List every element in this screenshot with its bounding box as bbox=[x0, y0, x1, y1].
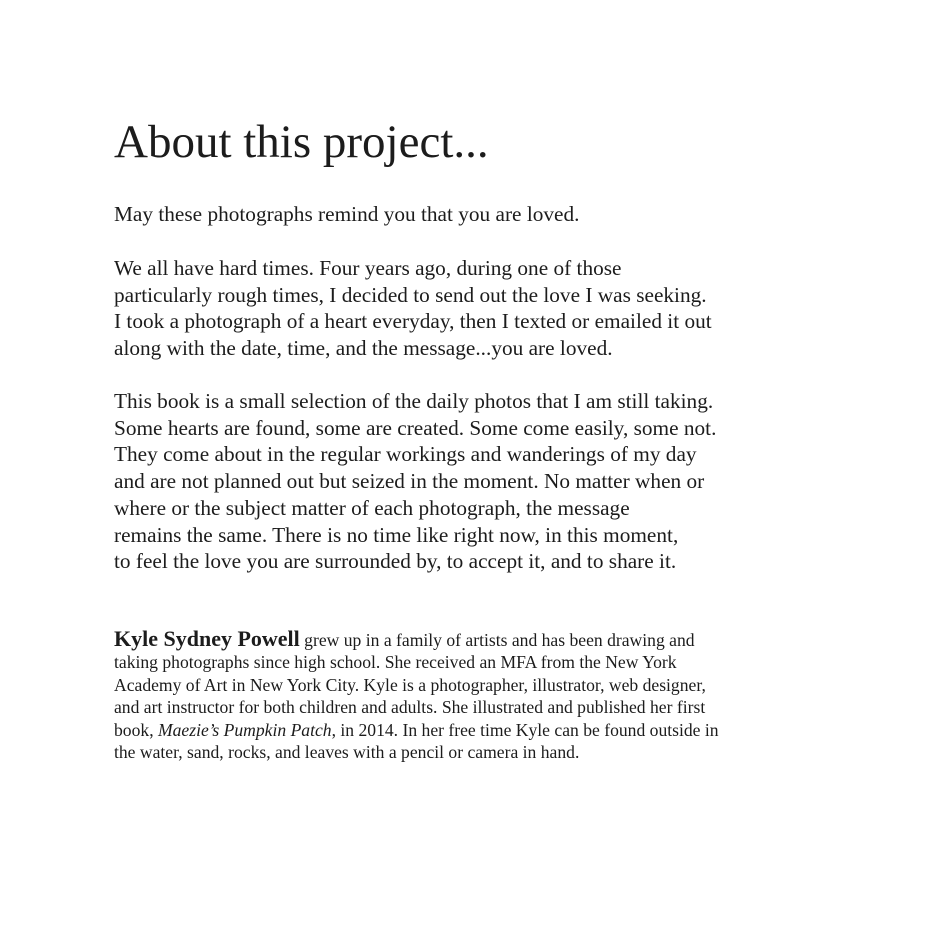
story-paragraph bbox=[114, 255, 712, 362]
bio-line: Academy of Art in New York City. Kyle is a photographer, illustrator, web designer, bbox=[114, 674, 706, 695]
author-name: Kyle Sydney Powell bbox=[114, 626, 300, 651]
bio-text: book, bbox=[114, 719, 158, 740]
bio-line bbox=[114, 719, 719, 741]
intro-paragraph: May these photographs remind you that you are loved. bbox=[114, 202, 580, 226]
paragraph-line: along with the date, time, and the message...you are loved. bbox=[114, 336, 613, 361]
bio-line: and art instructor for both children and adults. She illustrated and published her first bbox=[114, 697, 706, 718]
paragraph-line: to feel the love you are surrounded by, to accept it, and to share it. bbox=[114, 549, 677, 574]
paragraph-line: where or the subject matter of each photograph, the message bbox=[114, 495, 630, 520]
bio-text: grew up in a family of artists and has been drawing and bbox=[299, 630, 695, 650]
page-title: About this project... bbox=[114, 116, 489, 168]
paragraph-line: remains the same. There is no time like right now, in this moment, bbox=[114, 522, 679, 547]
bio-line: the water, sand, rocks, and leaves with a pencil or camera in hand. bbox=[114, 742, 580, 763]
bio-line bbox=[114, 628, 719, 651]
bio-line: taking photographs since high school. She received an MFA from the New York bbox=[114, 652, 677, 673]
author-bio bbox=[114, 628, 719, 763]
paragraph-line: Some hearts are found, some are created. Some come easily, some not. bbox=[114, 415, 717, 440]
book-description-paragraph bbox=[114, 388, 716, 575]
paragraph-line: This book is a small selection of the daily photos that I am still taking. bbox=[114, 389, 714, 413]
bio-text: , in 2014. In her free time Kyle can be found outside in bbox=[331, 719, 719, 740]
paragraph-line: I took a photograph of a heart everyday, then I texted or emailed it out bbox=[114, 309, 712, 334]
paragraph-line: They come about in the regular workings and wanderings of my day bbox=[114, 442, 697, 467]
paragraph-line: particularly rough times, I decided to send out the love I was seeking. bbox=[114, 282, 707, 307]
book-title: Maezie’s Pumpkin Patch bbox=[157, 719, 332, 740]
paragraph-line: and are not planned out but seized in the moment. No matter when or bbox=[114, 469, 705, 494]
paragraph-line: We all have hard times. Four years ago, during one of those bbox=[114, 256, 622, 280]
